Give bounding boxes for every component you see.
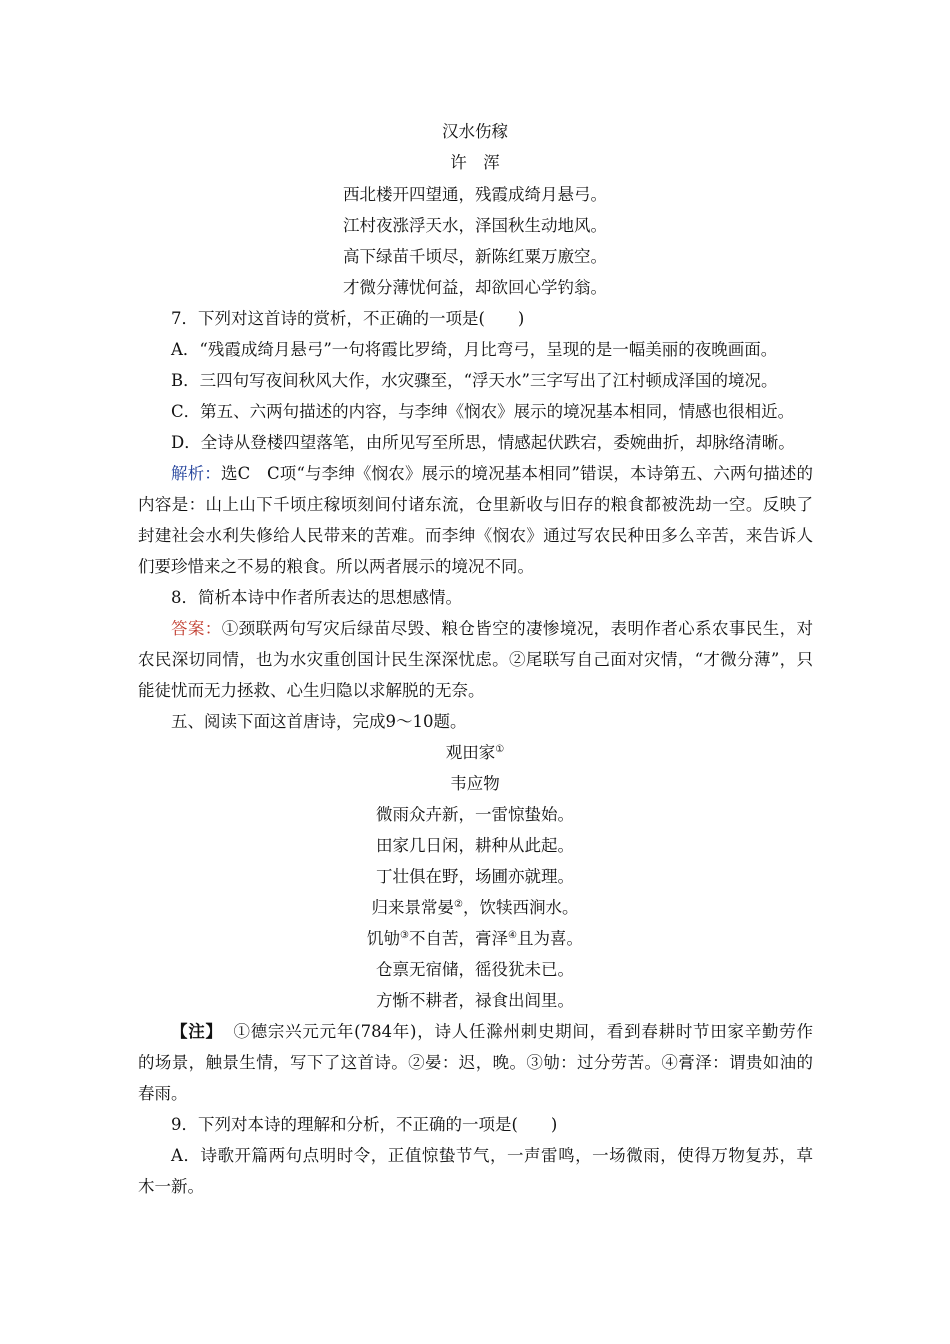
- answer-line: 农民深切同情，也为水灾重创国计民生深深忧虑。②尾联写自己面对灾情，“才微分薄”，只: [138, 650, 813, 669]
- question-7-option-a: A．“残霞成绮月悬弓”一句将霞比罗绮，月比弯弓，呈现的是一幅美丽的夜晚画面。: [171, 340, 778, 359]
- poem2-author: 韦应物: [450, 774, 500, 793]
- answer-line: 答案：①颈联两句写灾后绿苗尽毁、粮仓皆空的凄惨境况，表明作者心系农事民生，对: [171, 619, 814, 638]
- question-7-stem: 7．下列对这首诗的赏析，不正确的一项是( ): [171, 309, 525, 328]
- note-line: 的场景，触景生情，写下了这首诗。②晏：迟，晚。③劬：过分劳苦。④膏泽：谓贵如油的: [138, 1053, 813, 1072]
- poem2-line: 仓禀无宿储，徭役犹未已。: [376, 960, 574, 979]
- poem1-author: 许 浑: [450, 153, 500, 172]
- analysis-line: 内容是：山上山下千顷庄稼顷刻间付诸东流，仓里新收与旧存的粮食都被洗劫一空。反映了: [138, 495, 813, 514]
- footnote-marker: ③: [400, 930, 409, 941]
- answer-label: 答案：: [171, 619, 222, 638]
- note-line: 春雨。: [138, 1084, 188, 1103]
- footnote-marker: ②: [454, 899, 463, 910]
- question-8-stem: 8．简析本诗中作者所表达的思想感情。: [171, 588, 462, 607]
- footnote-marker: ①: [495, 744, 505, 755]
- poem1-title: 汉水伤稼: [442, 122, 508, 141]
- question-9-option-a-cont: 木一新。: [138, 1177, 204, 1196]
- question-9-option-a: A．诗歌开篇两句点明时令，正值惊蛰节气，一声雷鸣，一场微雨，使得万物复苏，草: [171, 1146, 813, 1165]
- analysis-line: 解析：选C C项“与李绅《悯农》展示的境况基本相同”错误，本诗第五、六两句描述的: [171, 464, 813, 483]
- question-7-option-b: B．三四句写夜间秋风大作，水灾骤至，“浮天水”三字写出了江村顿成泽国的境况。: [171, 371, 778, 390]
- analysis-line: 们要珍惜来之不易的粮食。所以两者展示的境况不同。: [138, 557, 534, 576]
- poem1-line: 高下绿苗千顷尽，新陈红粟万廒空。: [343, 247, 607, 266]
- poem1-line: 才微分薄忧何益，却欲回心学钓翁。: [343, 278, 607, 297]
- analysis-label: 解析：: [171, 464, 221, 483]
- poem2-line: 田家几日闲，耕种从此起。: [376, 836, 574, 855]
- poem2-line: 方惭不耕者，禄食出闾里。: [376, 991, 574, 1010]
- footnote-marker: ④: [508, 930, 517, 941]
- poem2-line: 归来景常晏②，饮犊西涧水。: [371, 898, 579, 917]
- poem1-line: 江村夜涨浮天水，泽国秋生动地风。: [343, 216, 607, 235]
- question-9-stem: 9．下列对本诗的理解和分析，不正确的一项是( ): [171, 1115, 558, 1134]
- poem2-line: 饥劬③不自苦，膏泽④且为喜。: [367, 929, 583, 948]
- question-7-option-c: C．第五、六两句描述的内容，与李绅《悯农》展示的境况基本相同，情感也很相近。: [171, 402, 795, 421]
- analysis-line: 封建社会水利失修给人民带来的苦难。而李绅《悯农》通过写农民种田多么辛苦，来告诉人: [138, 526, 813, 545]
- poem2-line: 丁壮俱在野，场圃亦就理。: [376, 867, 574, 886]
- question-7-option-d: D．全诗从登楼四望落笔，由所见写至所思，情感起伏跌宕，委婉曲折，却脉络清晰。: [171, 433, 795, 452]
- poem2-line: 微雨众卉新，一雷惊蛰始。: [376, 805, 574, 824]
- poem1-line: 西北楼开四望通，残霞成绮月悬弓。: [343, 185, 607, 204]
- answer-line: 能徒忧而无力拯救、心生归隐以求解脱的无奈。: [138, 681, 485, 700]
- note-label: 【注】: [171, 1022, 223, 1041]
- section-heading: 五、阅读下面这首唐诗，完成9～10题。: [171, 712, 467, 731]
- note-line: 【注】 ①德宗兴元元年(784年)，诗人任滁州刺史期间，看到春耕时节田家辛勤劳作: [171, 1022, 813, 1041]
- poem2-title: 观田家①: [445, 743, 505, 762]
